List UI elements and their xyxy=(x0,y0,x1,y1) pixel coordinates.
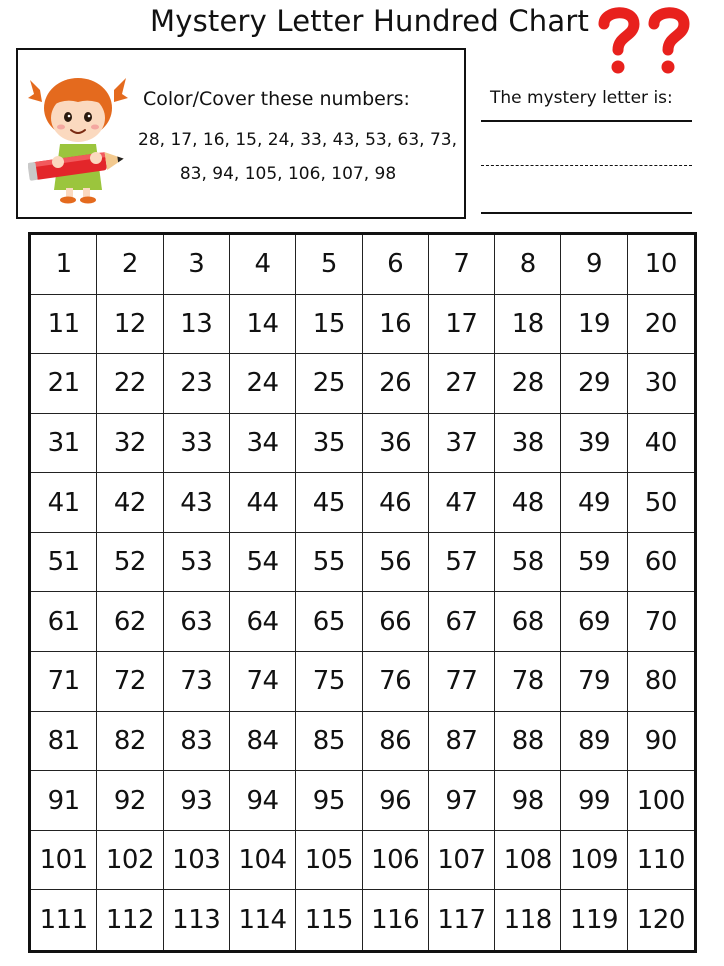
chart-cell-12[interactable]: 12 xyxy=(97,295,163,355)
chart-cell-7[interactable]: 7 xyxy=(429,235,495,295)
chart-cell-55[interactable]: 55 xyxy=(296,533,362,593)
chart-cell-103[interactable]: 103 xyxy=(164,831,230,891)
chart-cell-37[interactable]: 37 xyxy=(429,414,495,474)
chart-cell-111[interactable]: 111 xyxy=(31,890,97,950)
chart-cell-110[interactable]: 110 xyxy=(628,831,694,891)
chart-cell-18[interactable]: 18 xyxy=(495,295,561,355)
chart-cell-50[interactable]: 50 xyxy=(628,473,694,533)
chart-cell-38[interactable]: 38 xyxy=(495,414,561,474)
chart-cell-34[interactable]: 34 xyxy=(230,414,296,474)
red-question-marks-icon xyxy=(596,4,696,76)
answer-line-bottom[interactable] xyxy=(481,212,692,214)
chart-cell-102[interactable]: 102 xyxy=(97,831,163,891)
chart-cell-81[interactable]: 81 xyxy=(31,712,97,772)
answer-line-middle[interactable] xyxy=(481,165,692,166)
chart-cell-66[interactable]: 66 xyxy=(363,592,429,652)
chart-cell-118[interactable]: 118 xyxy=(495,890,561,950)
chart-cell-9[interactable]: 9 xyxy=(561,235,627,295)
chart-cell-1[interactable]: 1 xyxy=(31,235,97,295)
chart-cell-99[interactable]: 99 xyxy=(561,771,627,831)
chart-cell-84[interactable]: 84 xyxy=(230,712,296,772)
answer-label: The mystery letter is: xyxy=(490,88,673,108)
chart-cell-45[interactable]: 45 xyxy=(296,473,362,533)
chart-cell-11[interactable]: 11 xyxy=(31,295,97,355)
chart-cell-85[interactable]: 85 xyxy=(296,712,362,772)
chart-cell-76[interactable]: 76 xyxy=(363,652,429,712)
chart-cell-47[interactable]: 47 xyxy=(429,473,495,533)
chart-cell-101[interactable]: 101 xyxy=(31,831,97,891)
chart-cell-107[interactable]: 107 xyxy=(429,831,495,891)
chart-cell-51[interactable]: 51 xyxy=(31,533,97,593)
chart-cell-106[interactable]: 106 xyxy=(363,831,429,891)
chart-cell-10[interactable]: 10 xyxy=(628,235,694,295)
chart-cell-64[interactable]: 64 xyxy=(230,592,296,652)
chart-cell-57[interactable]: 57 xyxy=(429,533,495,593)
chart-cell-82[interactable]: 82 xyxy=(97,712,163,772)
chart-cell-68[interactable]: 68 xyxy=(495,592,561,652)
chart-cell-29[interactable]: 29 xyxy=(561,354,627,414)
chart-cell-54[interactable]: 54 xyxy=(230,533,296,593)
chart-cell-56[interactable]: 56 xyxy=(363,533,429,593)
chart-cell-49[interactable]: 49 xyxy=(561,473,627,533)
chart-cell-65[interactable]: 65 xyxy=(296,592,362,652)
hundred-chart-grid xyxy=(28,232,697,953)
chart-cell-95[interactable]: 95 xyxy=(296,771,362,831)
chart-cell-42[interactable]: 42 xyxy=(97,473,163,533)
chart-cell-33[interactable]: 33 xyxy=(164,414,230,474)
chart-cell-117[interactable]: 117 xyxy=(429,890,495,950)
chart-cell-71[interactable]: 71 xyxy=(31,652,97,712)
chart-cell-114[interactable]: 114 xyxy=(230,890,296,950)
chart-cell-115[interactable]: 115 xyxy=(296,890,362,950)
chart-cell-22[interactable]: 22 xyxy=(97,354,163,414)
chart-cell-13[interactable]: 13 xyxy=(164,295,230,355)
girl-with-pencil-icon xyxy=(28,72,128,204)
chart-cell-67[interactable]: 67 xyxy=(429,592,495,652)
chart-cell-116[interactable]: 116 xyxy=(363,890,429,950)
chart-cell-61[interactable]: 61 xyxy=(31,592,97,652)
chart-cell-8[interactable]: 8 xyxy=(495,235,561,295)
chart-cell-112[interactable]: 112 xyxy=(97,890,163,950)
chart-cell-53[interactable]: 53 xyxy=(164,533,230,593)
chart-cell-46[interactable]: 46 xyxy=(363,473,429,533)
chart-cell-43[interactable]: 43 xyxy=(164,473,230,533)
chart-cell-98[interactable]: 98 xyxy=(495,771,561,831)
chart-cell-77[interactable]: 77 xyxy=(429,652,495,712)
chart-cell-39[interactable]: 39 xyxy=(561,414,627,474)
chart-cell-16[interactable]: 16 xyxy=(363,295,429,355)
chart-cell-32[interactable]: 32 xyxy=(97,414,163,474)
chart-cell-6[interactable]: 6 xyxy=(363,235,429,295)
chart-cell-105[interactable]: 105 xyxy=(296,831,362,891)
instructions-heading: Color/Cover these numbers: xyxy=(143,88,410,110)
chart-cell-14[interactable]: 14 xyxy=(230,295,296,355)
chart-cell-74[interactable]: 74 xyxy=(230,652,296,712)
chart-cell-119[interactable]: 119 xyxy=(561,890,627,950)
chart-cell-108[interactable]: 108 xyxy=(495,831,561,891)
chart-cell-19[interactable]: 19 xyxy=(561,295,627,355)
chart-cell-23[interactable]: 23 xyxy=(164,354,230,414)
chart-cell-96[interactable]: 96 xyxy=(363,771,429,831)
chart-cell-104[interactable]: 104 xyxy=(230,831,296,891)
chart-cell-4[interactable]: 4 xyxy=(230,235,296,295)
chart-cell-40[interactable]: 40 xyxy=(628,414,694,474)
chart-cell-36[interactable]: 36 xyxy=(363,414,429,474)
chart-cell-70[interactable]: 70 xyxy=(628,592,694,652)
chart-cell-79[interactable]: 79 xyxy=(561,652,627,712)
chart-cell-58[interactable]: 58 xyxy=(495,533,561,593)
chart-cell-69[interactable]: 69 xyxy=(561,592,627,652)
chart-cell-15[interactable]: 15 xyxy=(296,295,362,355)
numbers-to-color-line-2: 83, 94, 105, 106, 107, 98 xyxy=(179,164,397,184)
chart-cell-80[interactable]: 80 xyxy=(628,652,694,712)
chart-cell-60[interactable]: 60 xyxy=(628,533,694,593)
chart-cell-113[interactable]: 113 xyxy=(164,890,230,950)
chart-cell-73[interactable]: 73 xyxy=(164,652,230,712)
chart-cell-41[interactable]: 41 xyxy=(31,473,97,533)
chart-cell-78[interactable]: 78 xyxy=(495,652,561,712)
chart-cell-97[interactable]: 97 xyxy=(429,771,495,831)
chart-cell-17[interactable]: 17 xyxy=(429,295,495,355)
chart-cell-31[interactable]: 31 xyxy=(31,414,97,474)
chart-cell-90[interactable]: 90 xyxy=(628,712,694,772)
chart-cell-20[interactable]: 20 xyxy=(628,295,694,355)
chart-cell-63[interactable]: 63 xyxy=(164,592,230,652)
chart-cell-91[interactable]: 91 xyxy=(31,771,97,831)
chart-cell-24[interactable]: 24 xyxy=(230,354,296,414)
chart-cell-87[interactable]: 87 xyxy=(429,712,495,772)
chart-cell-93[interactable]: 93 xyxy=(164,771,230,831)
instructions-box xyxy=(16,48,466,219)
chart-cell-109[interactable]: 109 xyxy=(561,831,627,891)
chart-cell-5[interactable]: 5 xyxy=(296,235,362,295)
chart-cell-59[interactable]: 59 xyxy=(561,533,627,593)
chart-cell-21[interactable]: 21 xyxy=(31,354,97,414)
chart-cell-94[interactable]: 94 xyxy=(230,771,296,831)
chart-cell-62[interactable]: 62 xyxy=(97,592,163,652)
chart-cell-35[interactable]: 35 xyxy=(296,414,362,474)
page-title: Mystery Letter Hundred Chart xyxy=(150,4,590,38)
answer-line-top[interactable] xyxy=(481,120,692,122)
chart-cell-100[interactable]: 100 xyxy=(628,771,694,831)
chart-cell-52[interactable]: 52 xyxy=(97,533,163,593)
chart-cell-120[interactable]: 120 xyxy=(636,905,685,936)
chart-cell-75[interactable]: 75 xyxy=(296,652,362,712)
chart-cell-27[interactable]: 27 xyxy=(429,354,495,414)
numbers-to-color-line-1: 28, 17, 16, 15, 24, 33, 43, 53, 63, 73, xyxy=(138,130,457,150)
chart-cell-86[interactable]: 86 xyxy=(363,712,429,772)
chart-cell-2[interactable]: 2 xyxy=(97,235,163,295)
chart-cell-92[interactable]: 92 xyxy=(97,771,163,831)
chart-cell-83[interactable]: 83 xyxy=(164,712,230,772)
chart-cell-72[interactable]: 72 xyxy=(97,652,163,712)
chart-cell-26[interactable]: 26 xyxy=(363,354,429,414)
chart-cell-25[interactable]: 25 xyxy=(296,354,362,414)
chart-cell-88[interactable]: 88 xyxy=(495,712,561,772)
chart-cell-44[interactable]: 44 xyxy=(230,473,296,533)
chart-cell-89[interactable]: 89 xyxy=(561,712,627,772)
chart-cell-28[interactable]: 28 xyxy=(495,354,561,414)
chart-cell-48[interactable]: 48 xyxy=(495,473,561,533)
chart-cell-3[interactable]: 3 xyxy=(164,235,230,295)
chart-cell-30[interactable]: 30 xyxy=(628,354,694,414)
